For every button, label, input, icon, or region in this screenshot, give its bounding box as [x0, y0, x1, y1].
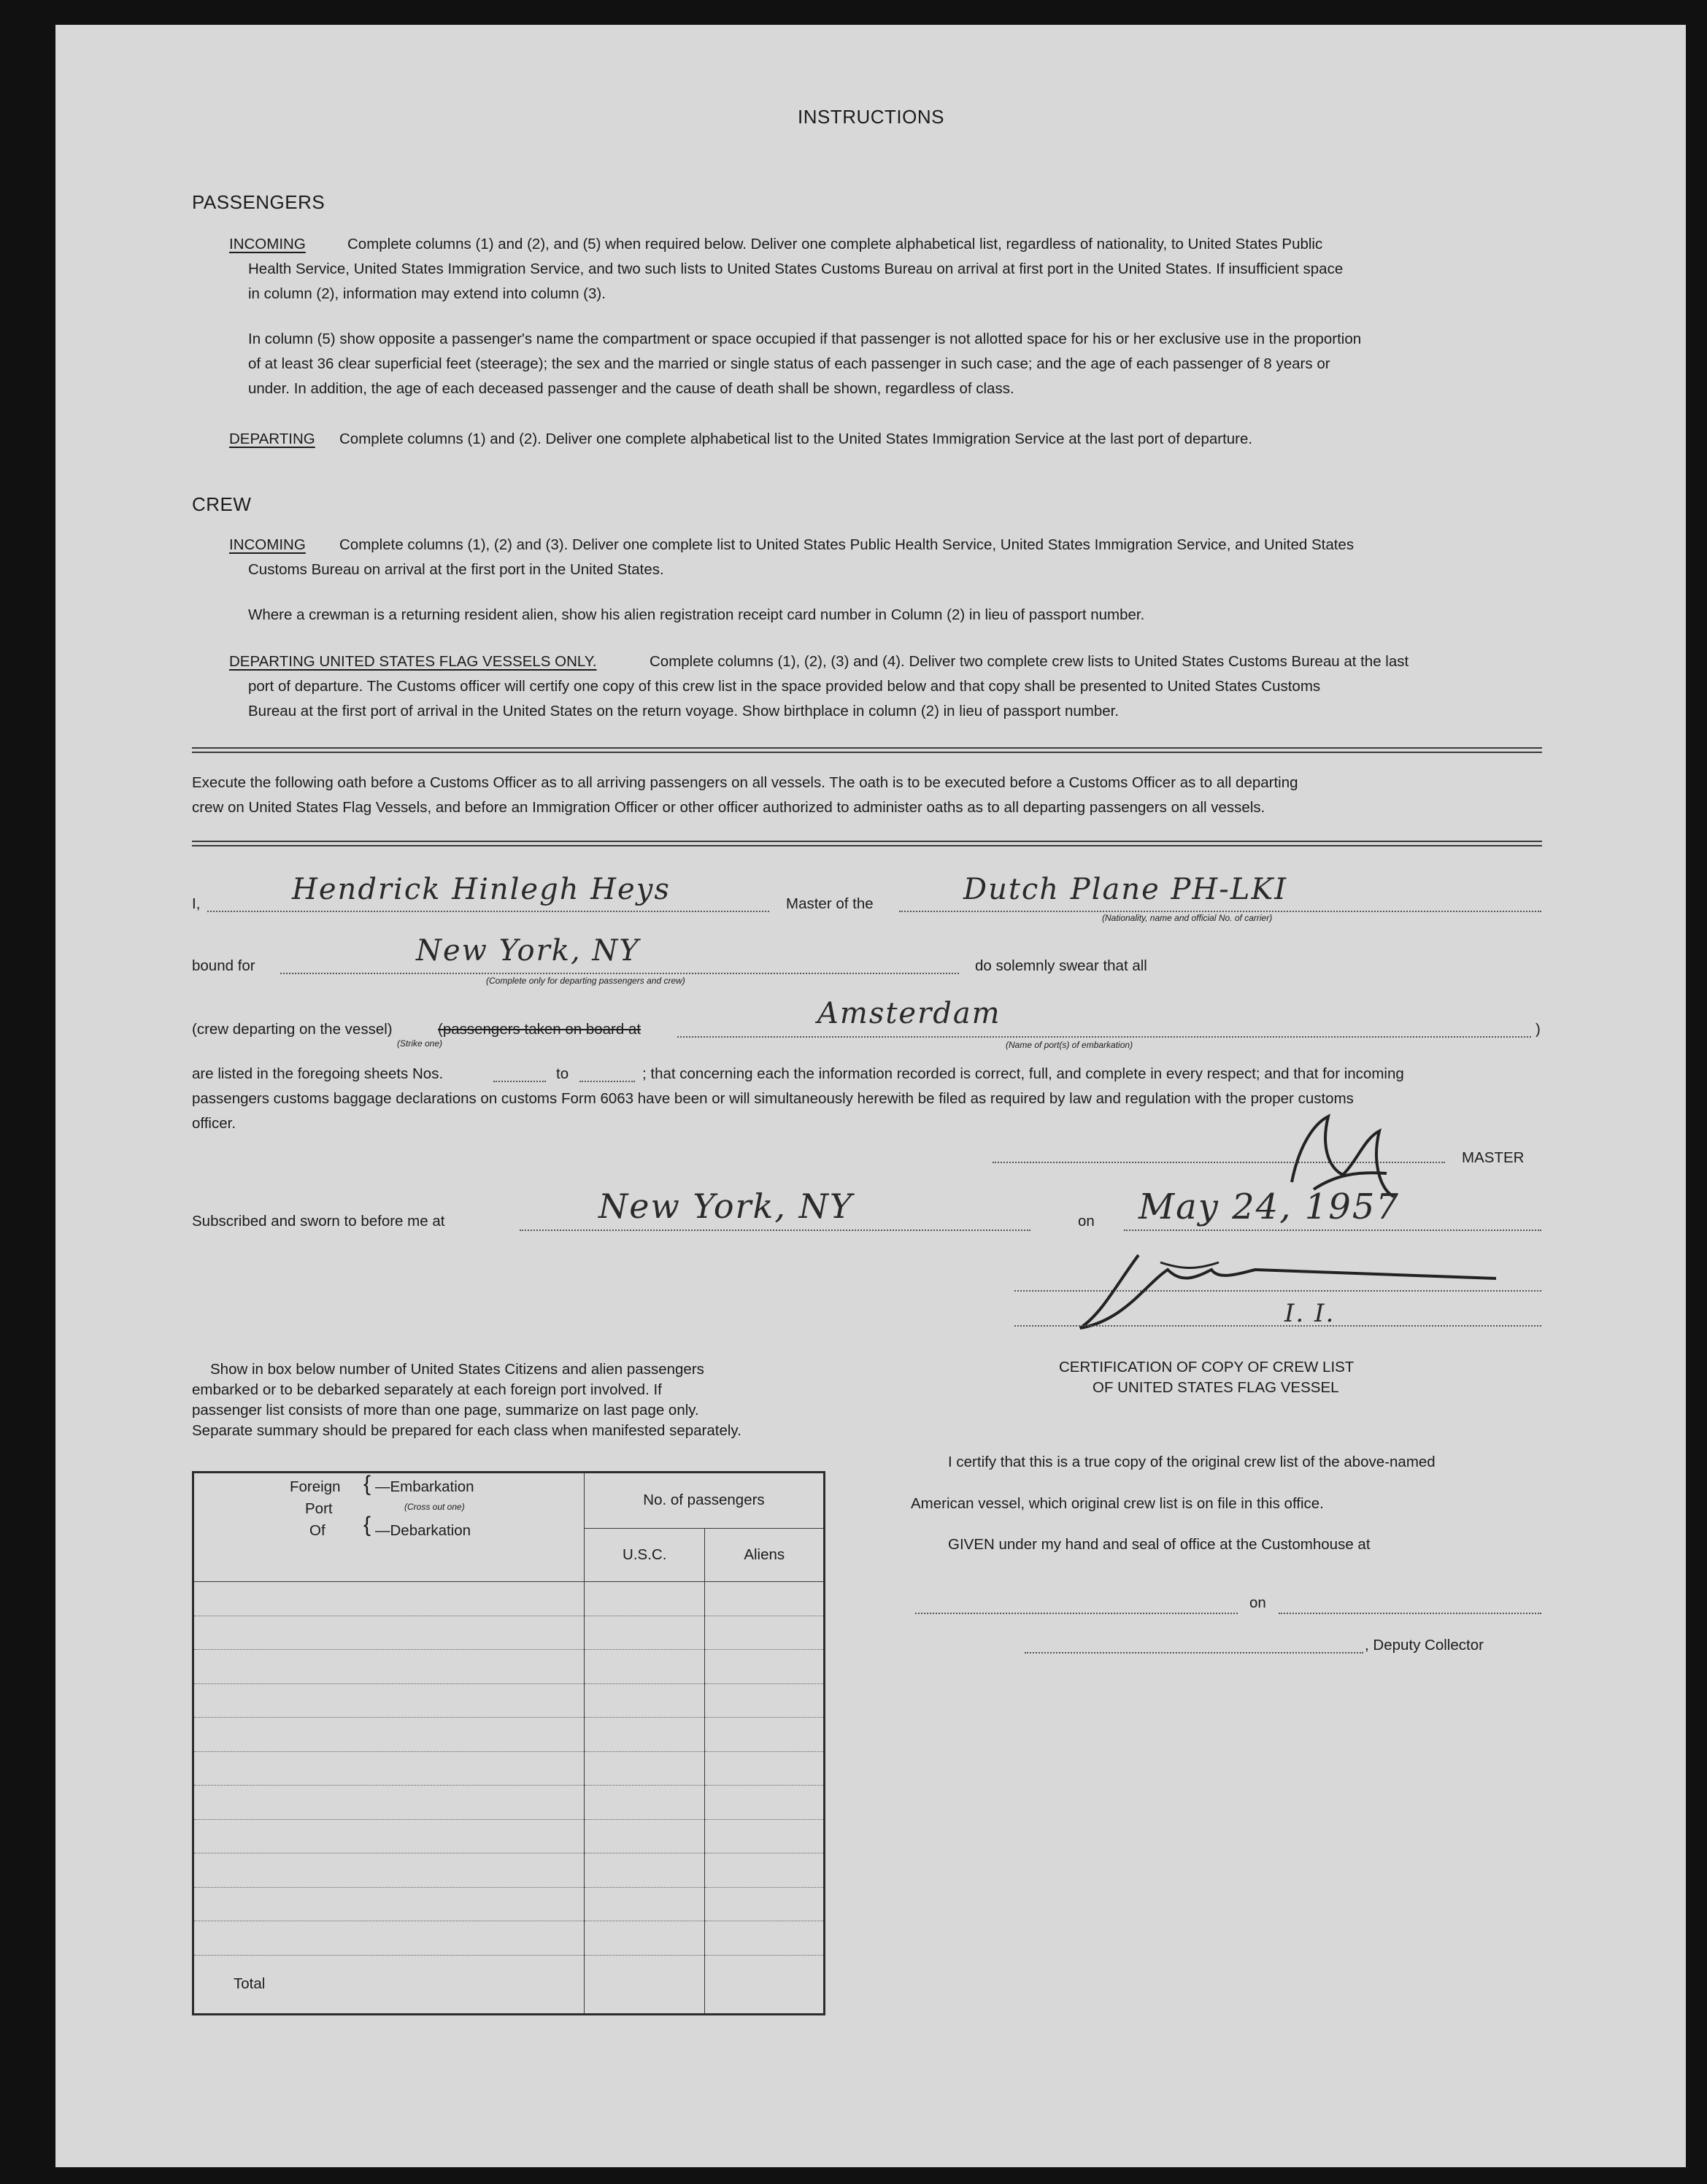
bound-for-line: [280, 973, 959, 974]
passengers-incoming-line-1: Complete columns (1) and (2), and (5) when required below. Deliver one complete alphabetical list, regardless of nationality, to United States Public: [347, 236, 1323, 252]
table-row: [193, 1683, 585, 1718]
aliens-column-header: Aliens: [705, 1528, 825, 1582]
bound-for-handwritten: New York, NY: [416, 934, 640, 968]
crew-departing-option: (crew departing on the vessel): [192, 1021, 393, 1038]
passengers-incoming-label: INCOMING: [229, 236, 306, 252]
table-row: [193, 1718, 585, 1752]
passengers-incoming-line-3: in column (2), information may extend into column (3).: [248, 285, 606, 302]
certification-title-line-1: CERTIFICATION OF COPY OF CREW LIST: [1059, 1359, 1355, 1375]
divider: [192, 841, 1542, 842]
no-of-passengers-header: No. of passengers: [584, 1473, 824, 1529]
embarkation-line: [677, 1036, 1531, 1038]
debarkation-option: —Debarkation: [375, 1522, 471, 1539]
column5-line-2: of at least 36 clear superficial feet (steerage); the sex and the married or single status of each passenger in such case; and the age of each passenger of 8 years or: [248, 355, 1330, 372]
swear-text: do solemnly swear that all: [975, 957, 1147, 974]
sworn-date-line: [1124, 1230, 1541, 1231]
officer-title-line: [1014, 1325, 1541, 1327]
master-name-handwritten: Hendrick Hinlegh Heys: [292, 873, 671, 906]
customhouse-line: [915, 1613, 1238, 1614]
table-row: [193, 1650, 585, 1684]
certification-line-2: American vessel, which original crew list is on file in this office.: [911, 1495, 1324, 1512]
listed-text-3: officer.: [192, 1115, 236, 1132]
oath-instruction-line-2: crew on United States Flag Vessels, and before an Immigration Officer or other officer authorized to administer oaths as to all departing passengers on all vessels.: [192, 799, 1265, 816]
table-row: [193, 1887, 585, 1921]
foreign-port-header: [193, 1473, 585, 1582]
table-row: [193, 1751, 585, 1786]
crew-incoming-line-2: Customs Bureau on arrival at the first port in the United States.: [248, 561, 664, 578]
foreign-label: Foreign: [290, 1478, 341, 1495]
certification-on-label: on: [1249, 1594, 1266, 1611]
summary-instruction-line-4: Separate summary should be prepared for each class when manifested separately.: [192, 1422, 741, 1439]
of-label: Of: [309, 1522, 325, 1539]
divider: [192, 752, 1542, 753]
master-of-label: Master of the: [786, 895, 874, 912]
passengers-departing-label: DEPARTING: [229, 431, 315, 447]
officer-initials: I. I.: [1284, 1299, 1336, 1328]
crew-incoming-label: INCOMING: [229, 536, 306, 553]
crew-heading: CREW: [192, 493, 252, 515]
certification-line-1: I certify that this is a true copy of the original crew list of the above-named: [948, 1454, 1436, 1470]
table-row: [193, 1819, 585, 1853]
subscribed-label: Subscribed and sworn to before me at: [192, 1213, 445, 1230]
total-row-label: Total: [193, 1955, 585, 2014]
listed-text-2: passengers customs baggage declarations on customs Form 6063 have been or will simultaneously herewith be filed as required by law and regulation with the proper customs: [192, 1090, 1354, 1107]
close-paren: ): [1535, 1021, 1541, 1038]
table-row: [193, 1921, 585, 1956]
total-usc-cell: [584, 1955, 705, 2014]
sworn-place-line: [520, 1230, 1030, 1231]
table-row: [193, 1616, 585, 1650]
total-aliens-cell: [705, 1955, 825, 2014]
summary-instruction-line-2: embarked or to be debarked separately at each foreign port involved. If: [192, 1381, 662, 1398]
certification-title-line-2: OF UNITED STATES FLAG VESSEL: [1093, 1379, 1339, 1396]
sworn-place-handwritten: New York, NY: [598, 1186, 854, 1226]
summary-instruction-line-1: Show in box below number of United States Citizens and alien passengers: [210, 1361, 704, 1378]
oath-i-label: I,: [192, 895, 201, 912]
crew-departing-line-3: Bureau at the first port of arrival in the United States on the return voyage. Show birthplace in column (2) in lieu of passport number.: [248, 703, 1120, 719]
column5-line-1: In column (5) show opposite a passenger's name the compartment or space occupied if that passenger is not allotted space for his or her exclusive use in the proportion: [248, 331, 1362, 347]
to-label: to: [556, 1065, 569, 1082]
passengers-heading: PASSENGERS: [192, 191, 325, 213]
column5-line-3: under. In addition, the age of each deceased passenger and the cause of death shall be shown, regardless of class.: [248, 380, 1014, 397]
deputy-collector-line: [1025, 1652, 1363, 1654]
sheet-to-line: [579, 1081, 635, 1082]
listed-text-a: are listed in the foregoing sheets Nos.: [192, 1065, 444, 1082]
master-label: MASTER: [1462, 1149, 1525, 1166]
master-name-line: [207, 911, 769, 912]
passengers-incoming-line-2: Health Service, United States Immigration Service, and two such lists to United States Customs Bureau on arrival at first port in the United States. If insufficient space: [248, 261, 1344, 277]
on-label: on: [1078, 1213, 1095, 1230]
crew-departing-line-2: port of departure. The Customs officer will certify one copy of this crew list in the space provided below and that copy shall be presented to United States Customs: [248, 678, 1321, 695]
brace-icon: {: [363, 1472, 371, 1496]
summary-instruction-line-3: passenger list consists of more than one page, summarize on last page only.: [192, 1402, 699, 1419]
usc-column-header: U.S.C.: [584, 1528, 705, 1582]
strike-caption: (Strike one): [397, 1038, 443, 1049]
sheet-from-line: [493, 1081, 546, 1082]
passengers-departing-text: Complete columns (1) and (2). Deliver one complete alphabetical list to the United States Immigration Service at the last port of departure.: [339, 431, 1253, 447]
deputy-collector-label: , Deputy Collector: [1365, 1637, 1484, 1654]
embarkation-option: —Embarkation: [375, 1478, 474, 1495]
crew-incoming-line-1: Complete columns (1), (2) and (3). Deliver one complete list to United States Public Health Service, United States Immigration Service, and United States: [339, 536, 1355, 553]
bound-for-caption: (Complete only for departing passengers and crew): [486, 976, 685, 986]
port-label: Port: [305, 1500, 333, 1517]
page-title: INSTRUCTIONS: [798, 106, 944, 128]
oath-instruction-line-1: Execute the following oath before a Customs Officer as to all arriving passengers on all vessels. The oath is to be executed before a Customs Officer as to all departing: [192, 774, 1298, 791]
crew-alien-text: Where a crewman is a returning resident alien, show his alien registration receipt card number in Column (2) in lieu of passport number.: [248, 606, 1145, 623]
carrier-handwritten: Dutch Plane PH-LKI: [963, 873, 1288, 906]
passenger-summary-table: [192, 1471, 825, 2015]
embarkation-handwritten: Amsterdam: [817, 997, 1001, 1030]
divider: [192, 747, 1542, 749]
embarkation-caption: (Name of port(s) of embarkation): [1006, 1040, 1133, 1050]
crew-departing-line-1: Complete columns (1), (2), (3) and (4). Deliver two complete crew lists to United States Customs Bureau at the last: [650, 653, 1409, 670]
listed-text-b: ; that concerning each the information recorded is correct, full, and complete in every respect; and that for incoming: [642, 1065, 1404, 1082]
brace-icon: {: [363, 1513, 371, 1537]
bound-for-label: bound for: [192, 957, 255, 974]
sworn-date-handwritten: May 24, 1957: [1138, 1186, 1400, 1227]
passengers-taken-option: (passengers taken on board at: [438, 1021, 641, 1038]
certification-date-line: [1279, 1613, 1541, 1614]
carrier-caption: (Nationality, name and official No. of carrier): [1102, 913, 1273, 923]
cross-out-caption: (Cross out one): [404, 1502, 465, 1512]
table-row: [193, 1582, 585, 1616]
certification-line-3: GIVEN under my hand and seal of office at the Customhouse at: [948, 1536, 1371, 1553]
crew-departing-label: DEPARTING UNITED STATES FLAG VESSELS ONLY.: [229, 653, 597, 670]
divider: [192, 845, 1542, 846]
table-row: [193, 1786, 585, 1820]
table-row: [193, 1853, 585, 1888]
